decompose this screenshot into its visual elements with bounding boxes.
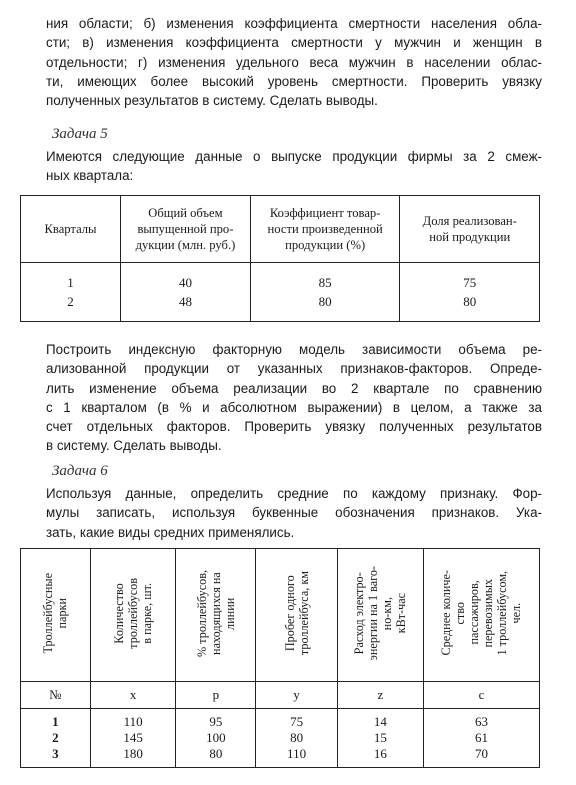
cell-z-values: 14 15 16 <box>337 709 423 768</box>
table-row <box>21 709 540 768</box>
symbol-row <box>21 682 540 709</box>
text-line: полученных результатов в систему. Сделать выводы. <box>46 93 378 109</box>
header-parks: Троллейбусные парки <box>21 549 91 682</box>
text-line: мулы записать, используя буквенные обозначения признаков. Ука- <box>46 505 542 521</box>
text-line: Построить индексную факторную модель зависимости объема ре- <box>46 342 542 357</box>
task5-intro <box>46 147 542 186</box>
text-line: ализованной продукции от указанных признаков-факторов. Опреде- <box>46 361 542 377</box>
task6-intro <box>46 484 542 542</box>
header-on-line-percent: % троллейбусов, находящихся на линии <box>176 549 256 682</box>
symbol-cell: c <box>423 682 539 709</box>
symbol-cell: p <box>176 682 256 709</box>
header-sold-share: Доля реализован- ной продукции <box>400 196 540 263</box>
cell-coefficient: 85 80 <box>250 263 400 322</box>
table-header-row <box>21 196 540 263</box>
symbol-cell: x <box>90 682 176 709</box>
header-marketability-coef: Коэффициент товар- ности произведенной продукции (%) <box>250 196 400 263</box>
cell-p-values: 95 100 80 <box>176 709 256 768</box>
task6-heading: Задача 6 <box>52 463 108 479</box>
header-total-volume: Общий объем выпущенной про- дукции (млн. руб.) <box>121 196 251 263</box>
task5-after-paragraph <box>46 340 542 456</box>
cell-volume: 40 48 <box>121 263 251 322</box>
text-line: сти; в) изменения коэффициента смертности у мужчин и женщин в <box>46 35 542 51</box>
text-line: с 1 кварталом (в % и абсолютном выражении) в целом, а также за <box>46 399 542 415</box>
intro-paragraph <box>46 14 542 110</box>
symbol-cell: z <box>337 682 423 709</box>
text-line: Используя данные, определить средние по каждому признаку. Фор- <box>46 486 542 501</box>
header-mileage: Пробег одного троллейбуса, км <box>256 549 337 682</box>
cell-park-numbers: 1 2 3 <box>21 709 91 768</box>
cell-c-values: 63 61 70 <box>423 709 539 768</box>
table-row <box>21 263 540 322</box>
task5-table <box>20 195 540 322</box>
table-header-row <box>21 549 540 682</box>
header-passengers: Среднее количе- ство пассажиров, перевозимых 1 троллейбусом, чел. <box>423 549 539 682</box>
cell-share: 75 80 <box>400 263 540 322</box>
text-line: ти, имеющих более высокий уровень смертности. Проверить увязку <box>46 73 542 89</box>
cell-quarters: 1 2 <box>21 263 121 322</box>
symbol-cell: № <box>21 682 91 709</box>
cell-y-values: 75 80 110 <box>256 709 337 768</box>
text-line: ния области; б) изменения коэффициента смертности населения обла- <box>46 16 542 31</box>
text-line: счет отдельных факторов. Проверить увязку полученных результатов <box>46 419 542 435</box>
cell-x-values: 110 145 180 <box>90 709 176 768</box>
text-line: ных квартала: <box>46 168 134 184</box>
task6-table <box>20 548 540 768</box>
text-line: Имеются следующие данные о выпуске продукции фирмы за 2 смеж- <box>46 149 542 164</box>
text-line: в систему. Сделать выводы. <box>46 438 222 454</box>
header-count: Количество троллейбусов в парке, шт. <box>90 549 176 682</box>
text-line: зать, какие виды средних применялись. <box>46 524 295 540</box>
text-line: лить изменение объема реализации во 2 квартале по сравнению <box>46 380 542 396</box>
header-energy: Расход электро- энергии на 1 ваго- но-км, кВт-час <box>337 549 423 682</box>
symbol-cell: y <box>256 682 337 709</box>
text-line: отдельности; г) изменения удельного веса мужчин в населении облас- <box>46 54 542 70</box>
header-quarters: Кварталы <box>21 196 121 263</box>
task5-heading: Задача 5 <box>52 126 108 142</box>
